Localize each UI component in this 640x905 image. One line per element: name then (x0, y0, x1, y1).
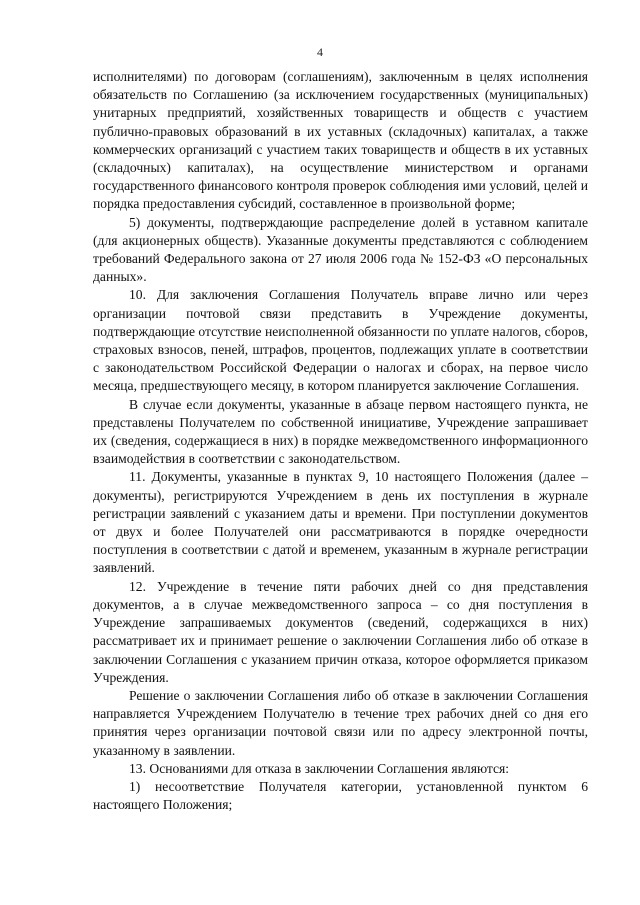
paragraph-contractors-consent: исполнителями) по договорам (соглашениям), заключенным в целях исполнения обязательств по Соглашению (за исключением государственных (муниципальных) унитарных предприятий, хозяйственных товариществ и обществ с участием публично-правовых образований в их уставных (складочных) капиталах, а также коммерческих организаций с участием таких товариществ и обществ в их уставных (складочных) капиталах), на осуществление министерством и органами государственного финансового контроля проверок соблюдения ими условий, целей и порядка предоставления субсидий, составленное в произвольной форме; (93, 69, 588, 212)
paragraph-clause-10-interagency: В случае если документы, указанные в абзаце первом настоящего пункта, не представлены Получателем по собственной инициативе, Учреждение запрашивает их (сведения, содержащиеся в них) в порядке межведомственного информационного взаимодействия в соответствии с законодательством. (93, 396, 588, 467)
page-number: 4 (317, 45, 323, 59)
paragraph-clause-13: 13. Основаниями для отказа в заключении Соглашения являются: (129, 760, 510, 776)
paragraph-clause-11: 11. Документы, указанные в пунктах 9, 10 настоящего Положения (далее – документы), регистрируются Учреждением в день их поступления в журнале регистрации заявлений с указанием даты и времени. При поступлении документов от двух и более Получателей они рассматриваются в порядке очередности поступления в соответствии с датой и временем, указанным в журнале регистрации заявлений. (93, 469, 588, 576)
document-body (93, 68, 588, 814)
paragraph-item-5-share-documents: 5) документы, подтверждающие распределение долей в уставном капитале (для акционерных обществ). Указанные документы представляются с соблюдением требований Федерального закона от 27 июля 2006 года № 152-ФЗ «О персональных данных». (93, 214, 588, 285)
paragraph-clause-12-decision-notice: Решение о заключении Соглашения либо об отказе в заключении Соглашения направляется Учреждением Получателю в течение трех рабочих дней со дня его принятия через организации почтовой связи или по адресу электронной почты, указанному в заявлении. (93, 687, 588, 758)
paragraph-clause-12: 12. Учреждение в течение пяти рабочих дней со дня представления документов, а в случае межведомственного запроса – со дня поступления в Учреждение запрашиваемых документов (сведений, содержащихся в них) рассматривает их и принимает решение о заключении Соглашения либо об отказе в заключении Соглашения с указанием причин отказа, которое оформляется приказом Учреждения. (93, 578, 588, 685)
paragraph-clause-10: 10. Для заключения Соглашения Получатель вправе лично или через организации почтовой связи представить в Учреждение документы, подтверждающие отсутствие неисполненной обязанности по уплате налогов, сборов, страховых взносов, пеней, штрафов, процентов, подлежащих уплате в соответствии с законодательством Российской Федерации о налогах и сборах, на первое число месяца, предшествующего месяцу, в котором планируется заключение Соглашения. (93, 287, 588, 394)
paragraph-clause-13-item-1: 1) несоответствие Получателя категории, установленной пунктом 6 настоящего Положения; (93, 778, 588, 813)
